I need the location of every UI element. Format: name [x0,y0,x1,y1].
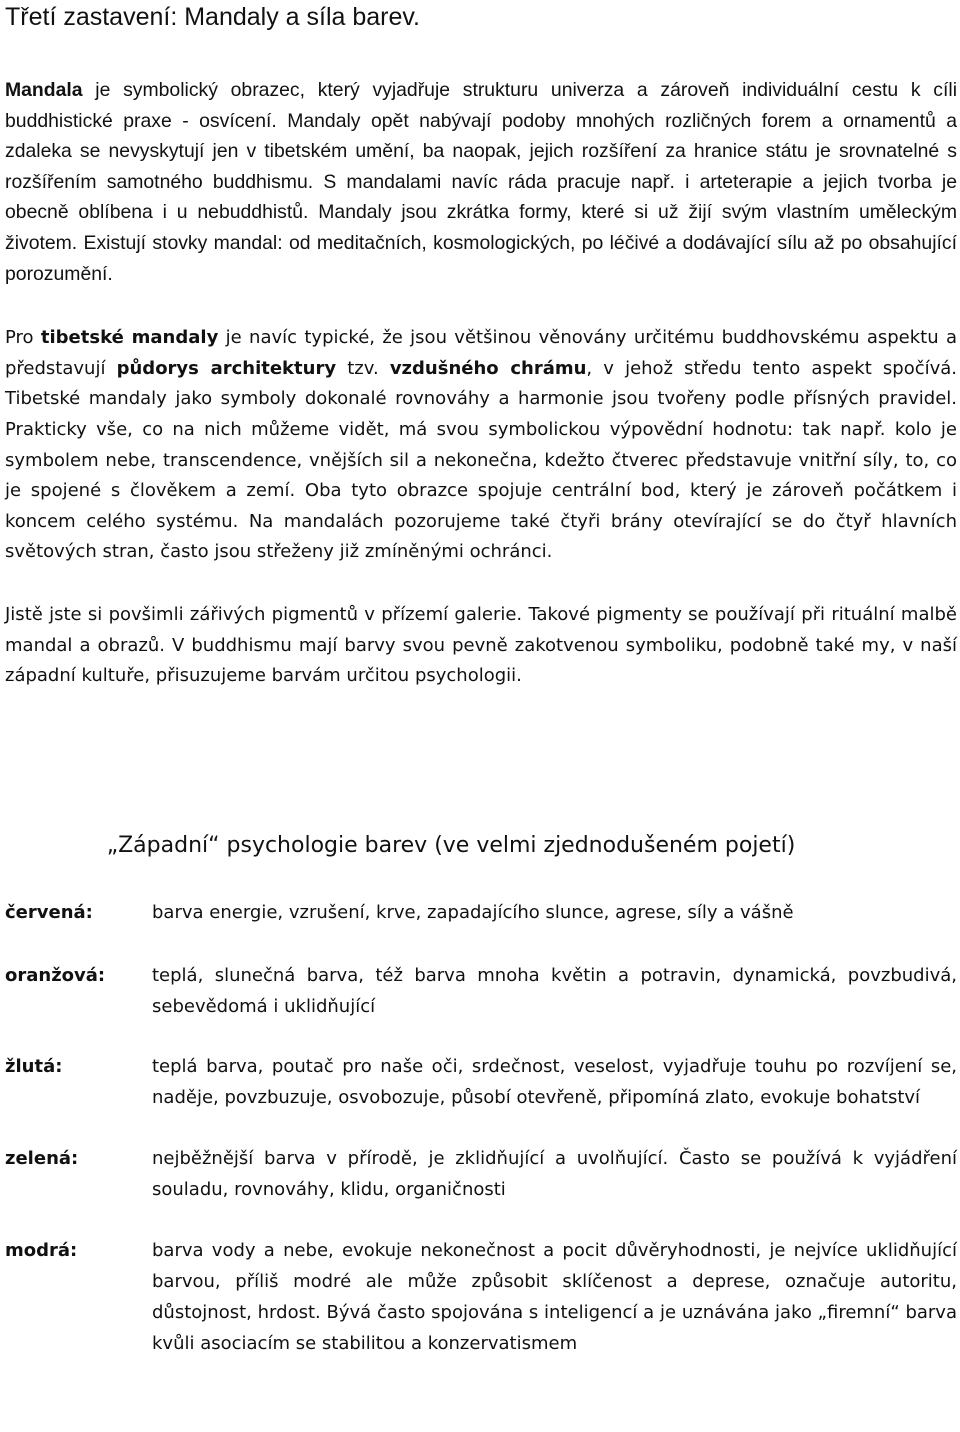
paragraph-mandala-intro [5,75,957,289]
color-description: teplá barva, poutač pro naše oči, srdečnost, veselost, vyjadřuje touhu po rozvíjení se, naděje, povzbuzuje, osvobozuje, působí otevřeně, připomíná zlato, evokuje bohatství [152,1055,957,1108]
color-name: modrá: [5,1239,78,1261]
color-row-blue [5,1235,957,1359]
paragraph-pigments: Jistě jste si povšimli zářivých pigmentů v přízemí galerie. Takové pigmenty se používají při rituální malbě mandal a obrazů. V buddhismu mají barvy svou pevně zakotvenou symboliku, podobně také my, v naší západní kultuře, přisuzujeme barvám určitou psychologii. [5,603,957,687]
color-description: barva vody a nebe, evokuje nekonečnost a pocit důvěryhodnosti, je nejvíce uklidňující barvou, příliš modré ale může způsobit sklíčenost a deprese, označuje autoritu, důstojnost, hrdost. Bývá často spojována s inteligencí a je uznávána jako „firemní“ barva kvůli asociacím se stabilitou a konzervatismem [152,1239,957,1354]
term-air-temple: vzdušného chrámu [389,357,587,379]
color-row-orange [5,960,957,1022]
color-name: oranžová: [5,964,106,986]
term-tibetan-mandalas: tibetské mandaly [40,327,219,349]
color-name: žlutá: [5,1055,63,1077]
text-segment: tzv. [336,357,390,379]
term-floor-plan: půdorys architektury [116,357,337,379]
color-row-red [5,897,957,928]
color-description: teplá, slunečná barva, též barva mnoha květin a potravin, dynamická, povzbudivá, sebevědomá i uklidňující [152,964,957,1017]
color-description: nejběžnější barva v přírodě, je zklidňující a uvolňující. Často se používá k vyjádření souladu, rovnováhy, klidu, organičnosti [152,1147,957,1200]
color-row-yellow [5,1051,957,1113]
text-segment: Pro [5,327,41,349]
color-name: zelená: [5,1147,79,1169]
paragraph-tibetan-mandalas [5,323,957,568]
document-page [5,0,957,1359]
section-heading-color-psychology: „Západní“ psychologie barev (ve velmi zjednodušeném pojetí) [106,832,796,858]
page-title: Třetí zastavení: Mandaly a síla barev. [5,3,421,31]
term-mandala: Mandala [5,79,83,101]
color-description: barva energie, vzrušení, krve, zapadajícího slunce, agrese, síly a vášně [152,901,794,923]
color-list [5,897,957,1359]
color-row-green [5,1143,957,1205]
color-name: červená: [5,901,93,923]
text-segment: , v jehož středu tento aspekt spočívá. Tibetské mandaly jako symboly dokonalé rovnováhy a harmonie jsou tvořeny podle přísných pravidel. Prakticky vše, co na nich můžeme vidět, má svou symbolickou výpovědní hodnotu: tak např. kolo je symbolem nebe, transcendence, vnějších sil a nekonečna, kdežto čtverec představuje vnitřní síly, to, co je spojené s člověkem a zemí. Oba tyto obrazce spojuje centrální bod, který je zároveň počátkem i koncem celého systému. Na mandalách pozorujeme také čtyři brány otevírající se do čtyř hlavních světových stran, často jsou střeženy již zmíněnými ochránci. [5,357,958,563]
paragraph-mandala-text: je symbolický obrazec, který vyjadřuje strukturu univerza a zároveň individuální cestu k cíli buddhistické praxe - osvícení. Mandaly opět nabývají podoby mnohých rozličných forem a ornamentů a zdaleka se nevyskytují jen v tibetském umění, ba naopak, jejich rozšíření za hranice státu je srovnatelné s rozšířením samotného buddhismu. S mandalami navíc ráda pracuje např. i arteterapie a jejich tvorba je obecně oblíbena i u nebuddhistů. Mandaly jsou zkrátka formy, které si už žijí svým vlastním uměleckým životem. Existují stovky mandal: od meditačních, kosmologických, po léčivé a dodávající sílu až po obsahující porozumění. [5,79,957,285]
text-segment: je navíc typické, že jsou většinou věnovány určitému buddhovskému aspektu a představují [5,327,957,379]
